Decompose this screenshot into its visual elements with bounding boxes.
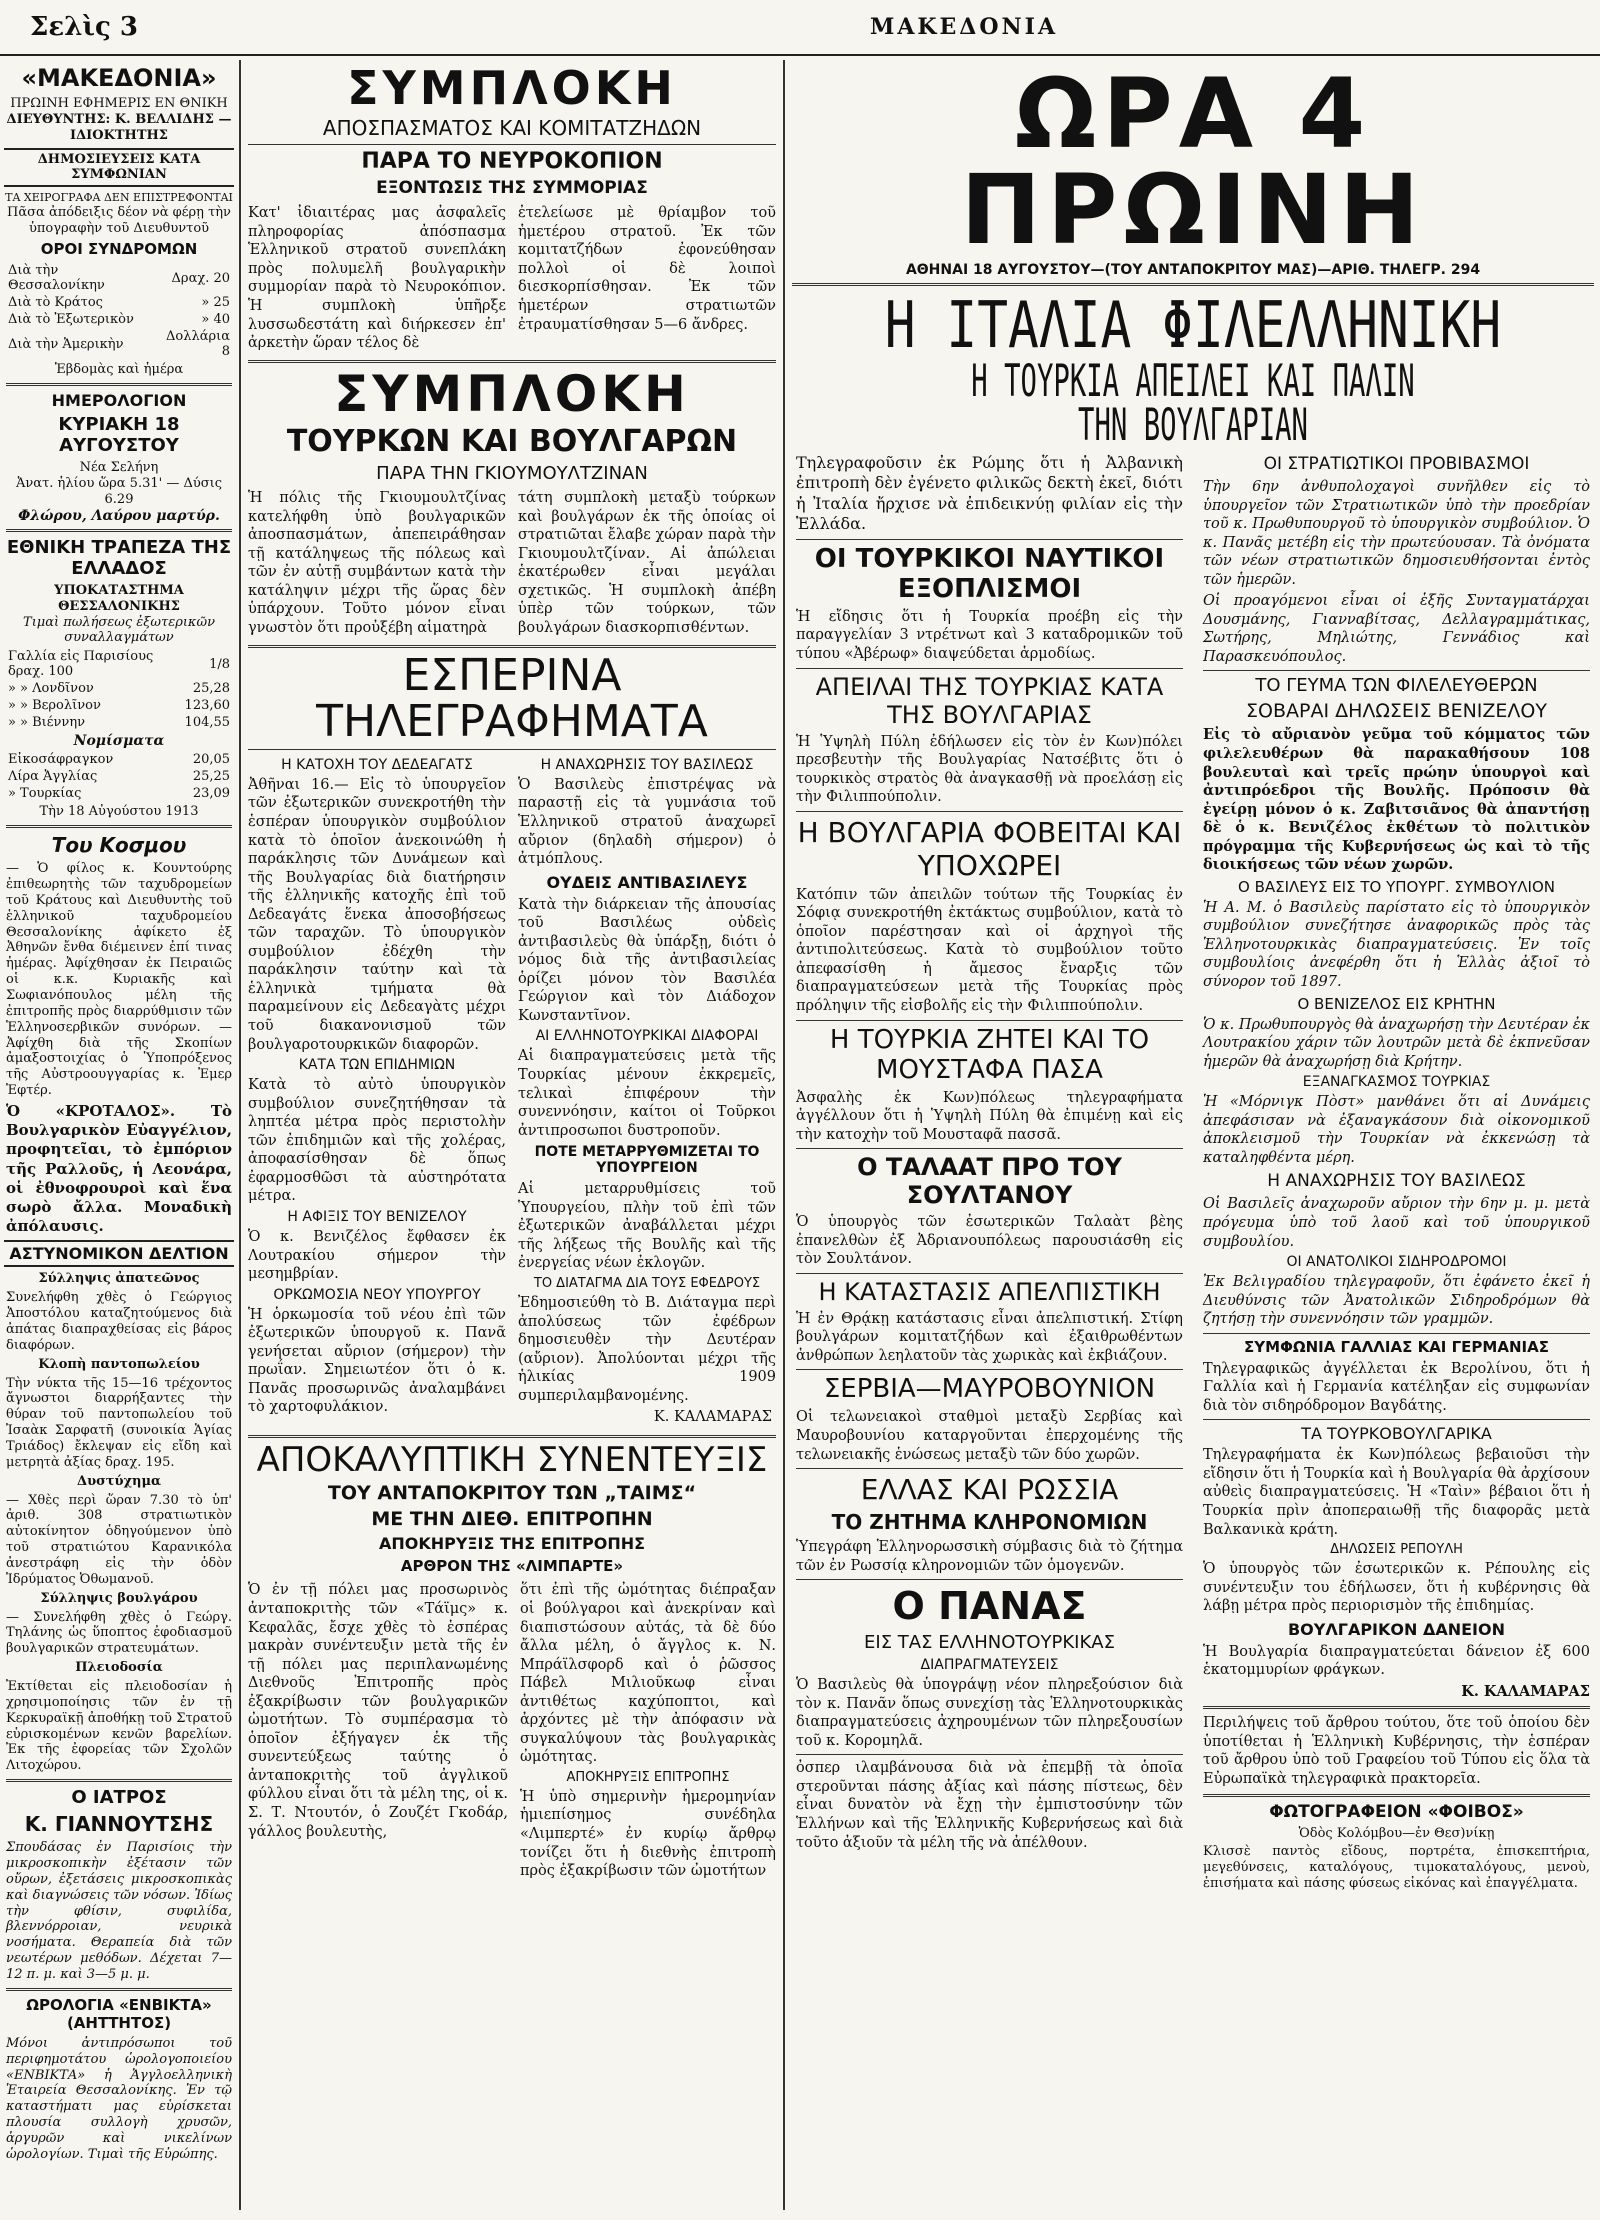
- article-subhead: ΤΟΥ ΑΝΤΑΠΟΚΡΙΤΟΥ ΤΩΝ „ΤΑΙΜΣ“: [327, 1482, 697, 1505]
- signature: Κ. ΚΑΛΑΜΑΡΑΣ: [653, 1409, 772, 1426]
- article-text: Οἱ Βασιλεῖς ἀναχωροῦν αὔριον τὴν 6ην μ. μ. μετὰ πρόγευμα ὑπὸ τοῦ λαοῦ καὶ τοῦ ὑπουργικοῦ συμβουλίου.: [1203, 1196, 1590, 1250]
- telegram-text: Κατὰ τὸ αὐτὸ ὑπουργικὸν συμβούλιον συνεζητήθησαν τὰ ληπτέα μέτρα πρὸς περιστολὴν τῶν ἐπιδημιῶν καὶ τῆς χολέρας, ἀποφασίσθησαν δὲ ὅπως ἐφαρμοσθῶσι τὰ αὐστηρότατα μέτρα.: [248, 1077, 506, 1205]
- weekly-note: Ἑβδομὰς καὶ ἡμέρα: [54, 362, 184, 378]
- rate-row: » » Βιέννην 104,55: [7, 715, 231, 731]
- article-subhead: ΕΙΣ ΤΑΣ ΕΛΛΗΝΟΤΟΥΡΚΙΚΑΣ: [864, 1632, 1115, 1654]
- article-right: [518, 1579, 778, 1882]
- article-headline: Η ΚΑΤΑΣΤΑΣΙΣ ΑΠΕΛΠΙΣΤΙΚΗ: [818, 1277, 1161, 1306]
- article-headline: ΒΟΥΛΓΑΡΙΚΟΝ ΔΑΝΕΙΟΝ: [1287, 1619, 1505, 1639]
- terms-row: Διὰ τὴν Ἀμερικὴν Δολλάρια 8: [7, 329, 231, 360]
- article-headline: ΑΠΟΚΑΛΥΠΤΙΚΗ ΣΥΝΕΝΤΕΥΞΙΣ: [256, 1439, 768, 1480]
- masthead-sub: ΠΡΩΙΝΗ ΕΦΗΜΕΡΙΣ ΕΝ ΘΝΙΚΗ: [10, 96, 228, 111]
- sun-times: Ἀνατ. ἡλίου ὥρα 5.31' — Δύσις 6.29: [16, 476, 222, 507]
- section-headline: ΕΣΠΕΡΙΝΑ ΤΗΛΕΓΡΑΦΗΜΑΤΑ: [316, 649, 708, 747]
- article-text: Ὑπεγράφη Ἑλληνορωσσικὴ σύμβασις διὰ τὸ ζήτημα τῶν ἐν Ρωσσίᾳ κληρονομιῶν τῶν ὁμογενῶν.: [796, 1539, 1183, 1574]
- telegram-text: Αἱ μεταρρυθμίσεις τοῦ Ὑπουργείου, πλὴν τοῦ ἐπὶ τῶν ἐξωτερικῶν ἀναβάλλεται μέχρι τῆς λήξεως τῆς Βουλῆς καὶ τῆς ἐνεργείας νέων ἐκλογῶν.: [518, 1181, 776, 1272]
- article-text: Ὁ ἐν τῇ πόλει μας προσωρινὸς ἀνταποκριτὴς τῶν «Τάϊμς» κ. Κεφαλᾶς, ἔσχε χθὲς τὸ ἑσπέρας μακρὰν συνέντευξιν μετὰ τῆς ἐν τῇ πόλει μας περιπλανωμένης Διεθνοῦς Ἐπιτροπῆς πρὸς ἐξακρίβωσιν τῶν βουλγαρικῶν ὠμοτήτων. Τὸ συμπέρασμα τὸ ὁποῖον ἐξήγαγεν ἐκ τῆς συνεντεύξεως ταύτης ὁ ἀνταποκριτὴς τοῦ ἀγγλικοῦ φύλλου εἶναι ὅτι τὰ μέλη της, οἱ κ. Σ. Τ. Ντουτόν, ὁ Ζουζέτ Γκοδάρ, γάλλος βουλευτὴς,: [248, 1582, 508, 1840]
- article-subhead: ΤΟ ΖΗΤΗΜΑ ΚΛΗΡΟΝΟΜΙΩΝ: [831, 1510, 1148, 1535]
- article-text: Τηλεγραφικῶς ἀγγέλλεται ἐκ Βερολίνου, ὅτι ἡ Γαλλία καὶ ἡ Γερμανία κατέληξαν εἰς συμφωνίαν διὰ τὸν σιδηρόδρομον Βαγδάτης.: [1203, 1360, 1590, 1414]
- article-headline: ΤΟ ΓΕΥΜΑ ΤΩΝ ΦΙΛΕΛΕΥΘΕΡΩΝ: [1255, 675, 1538, 697]
- article-place: ΠΑΡΑ ΤΗΝ ΓΚΙΟΥΜΟΥΛΤΖΙΝΑΝ: [376, 463, 648, 485]
- article-headline: Η ΤΟΥΡΚΙΑ ΖΗΤΕΙ ΚΑΙ ΤΟ ΜΟΥΣΤΑΦΑ ΠΑΣΑ: [829, 1024, 1150, 1085]
- telegram-title: ΚΑΤΑ ΤΩΝ ΕΠΙΔΗΜΙΩΝ: [298, 1057, 456, 1074]
- rate-row: » Τουρκίας 23,09: [7, 786, 231, 802]
- article-text: Ἐκ Βελιγραδίου τηλεγραφοῦν, ὅτι ἐφάνετο ἐκεῖ ἡ Διευθύνσις τῶν Ἀνατολικῶν Σιδηροδρόμων θὰ ζητήσῃ τὴν συνεννόησιν τῶν γραμμῶν.: [1203, 1274, 1590, 1328]
- article-subhead: ΔΗΛΩΣΕΙΣ ΡΕΠΟΥΛΗ: [1330, 1542, 1463, 1558]
- column-rule: [239, 60, 241, 2210]
- article-subhead: ΔΙΑΠΡΑΓΜΑΤΕΥΣΕΙΣ: [920, 1657, 1059, 1674]
- doctor-text: Σπουδάσας ἐν Παρισίοις τὴν μικροσκοπικὴν ἐξέτασιν τῶν οὔρων, ἐξετάσεις μικροσκοπικὰς καὶ διαγνώσεις τῶν νόσων. Ἰδίως τὴν φθίσιν, συφιλίδα, βλεννόρροιαν, νευρικὰ νοσήματα. Θεραπεία διὰ τῶν νεωτέρων μεθόδων. Δέχεται 7—12 π. μ. καὶ 3—5 μ. μ.: [6, 1840, 232, 1983]
- middle-column: [242, 60, 782, 2210]
- rate-row: » » Βερολῖνον 123,60: [7, 698, 231, 714]
- manuscripts-note: ΤΑ ΧΕΙΡΟΓΡΑΦΑ ΔΕΝ ΕΠΙΣΤΡΕΦΟΝΤΑΙ: [5, 191, 233, 205]
- article-subhead: Ο ΒΑΣΙΛΕΥΣ ΕΙΣ ΤΟ ΥΠΟΥΡΓ. ΣΥΜΒΟΥΛΙΟΝ: [1238, 877, 1555, 896]
- police-title: ΑΣΤΥΝΟΜΙΚΟΝ ΔΕΛΤΙΟΝ: [4, 1240, 234, 1267]
- article-text: Ἡ Βουλγαρία διαπραγματεύεται δάνειον ἐξ 600 ἑκατομμυρίων φράγκων.: [1203, 1643, 1590, 1679]
- telegram-title: ΠΟΤΕ ΜΕΤΑΡΡΥΘΜΙΖΕΤΑΙ ΤΟ ΥΠΟΥΡΓΕΙΟΝ: [534, 1144, 760, 1177]
- telegrams-left: [246, 754, 508, 1430]
- subscription-terms: [6, 262, 232, 360]
- terms-title: ΟΡΟΙ ΣΥΝΔΡΟΜΩΝ: [40, 240, 198, 259]
- right-left: [790, 450, 1189, 1895]
- calendar-day: ΚΥΡΙΑΚΗ 18 ΑΥΓΟΥΣΤΟΥ: [58, 414, 180, 457]
- right-column: [786, 60, 1600, 2210]
- right-body: [790, 450, 1596, 1895]
- page-number: Σελὶς 3: [30, 12, 138, 42]
- article-text: Κατ' ἰδιαιτέρας μας ἀσφαλεῖς πληροφορίας ἀπόσπασμα Ἑλληνικοῦ στρατοῦ συνεπλάκη πρὸς πολυμελῆ βουλγαρικὴν συμμορίαν παρὰ τὸ Νευροκόπιον. Ἡ συμπλοκὴ ὑπῆρξε λυσσωδεστάτη καὶ διήρκεσεν ἐπ' ἀρκετὴν ὥραν τέλος δὲ: [248, 205, 506, 352]
- article-headline: ΣΥΜΦΩΝΙΑ ΓΑΛΛΙΑΣ ΚΑΙ ΓΕΡΜΑΝΙΑΣ: [1244, 1337, 1549, 1356]
- article-headline: ΟΙ ΤΟΥΡΚΙΚΟΙ ΝΑΥΤΙΚΟΙ ΕΞΟΠΛΙΣΜΟΙ: [814, 543, 1165, 604]
- article-headline: ΤΑ ΤΟΥΡΚΟΒΟΥΛΓΑΡΙΚΑ: [1301, 1424, 1492, 1444]
- article-subhead: ΑΠΟΚΗΡΥΞΙΣ ΤΗΣ ΕΠΙΤΡΟΠΗΣ: [378, 1534, 646, 1554]
- article-text: Κατόπιν τῶν ἀπειλῶν τούτων τῆς Τουρκίας ἐν Σόφιᾳ συνεκροτήθη ἐκτάκτως συμβούλιον, κατὰ τὸ ὁποῖον παρέστησαν καὶ οἱ ἀρχηγοὶ τῆς ἀντιπολιτεύσεως. Κατὰ τὸ συμβούλιον τοῦτο ἀπεφασίσθη ἡ ἄμεσος ἔναρξις τῶν διαπραγματεύσεων μετὰ τῆς Τουρκίας πρὸς πρόληψιν τῆς εἰσβολῆς εἰς τὴν Φιλιππούπολιν.: [796, 886, 1183, 1014]
- world-text: — Ὁ φίλος κ. Κουντούρης ἐπιθεωρητὴς τῶν ταχυδρομείων τοῦ Κράτους καὶ Διευθυντὴς τοῦ ἑλληνικοῦ ταχυδρομείου Θεσσαλονίκης ἀφίκετο ἐξ Ἀθηνῶν ἔνθα διέμεινεν ἐπί τινας ἡμέρας. Ἀφίχθησαν ἐκ Πειραιῶς οἱ κ.κ. Κυριακῆς καὶ Σωφιανόπουλος μέλη τῆς ἐπιτροπῆς πρὸς διαρρύθμισιν τῶν Ἑλληνοσερβικῶν συνόρων. — Ἀφίχθη διὰ τῆς Σκοπίων ἀμαξοστοιχίας ὁ Ὑποπρόξενος τῆς Αὐστροουγγαρίας κ. Ἐμερ Ἐφτέρ.: [6, 861, 232, 1099]
- subscription-note: Πᾶσα ἀπόδειξις δέον νὰ φέρῃ τὴν ὑπογραφὴν τοῦ Διευθυντοῦ: [7, 204, 231, 236]
- photo-ad-address: Ὁδὸς Κολόμβου—ἐν Θεσ)νίκῃ: [1298, 1825, 1495, 1841]
- article-text: Ἡ ὑπὸ σημερινὴν ἡμερομηνίαν ἡμιεπίσημος συνέδηλα «Λιμπερτέ» ἐν κυρίῳ ἄρθρῳ τονίζει ὅτι ἡ διεθνὴς ἐπιτροπὴ πρὸς ἐξακρίβωσιν τῶν ὠμοτήτων: [520, 1788, 776, 1880]
- world-title: Του Κοσμου: [51, 833, 187, 858]
- article-headline: ΣΕΡΒΙΑ—ΜΑΥΡΟΒΟΥΝΙΟΝ: [823, 1374, 1156, 1405]
- article-body: [246, 202, 778, 354]
- ads-title: ΔΗΜΟΣΙΕΥΣΕΙΣ ΚΑΤΑ ΣΥΜΦΩΝΙΑΝ: [4, 148, 234, 188]
- rate-row: Γαλλία εἰς Παρισίους δραχ. 100 1/8: [7, 649, 231, 680]
- article-subhead: ΕΞΑΝΑΓΚΑΣΜΟΣ ΤΟΥΡΚΙΑΣ: [1302, 1074, 1491, 1091]
- article-text: Ἡ «Μόρνιγκ Πὸστ» μανθάνει ὅτι αἱ Δυνάμεις ἀπεφάσισαν νὰ ἐξαναγκάσουν διὰ οἰκονομικοῦ ἀποκλεισμοῦ τὴν Τουρκίαν νὰ ἐκκενώσῃ τὰ καταληφθέντα μέρη.: [1203, 1094, 1590, 1166]
- article-headline: Η ΒΟΥΛΓΑΡΙΑ ΦΟΒΕΙΤΑΙ ΚΑΙ ΥΠΟΧΩΡΕΙ: [797, 815, 1182, 882]
- article-subhead: ΟΙ ΑΝΑΤΟΛΙΚΟΙ ΣΙΔΗΡΟΔΡΟΜΟΙ: [1286, 1254, 1507, 1271]
- article-body: [246, 487, 778, 639]
- doctor-name: Κ. ΓΙΑΝΝΟΥΤΣΗΣ: [24, 1812, 214, 1837]
- article-text: ὅτι ἐπὶ τῆς ὠμότητας διέπραξαν οἱ βούλγαροι καὶ ἀνεκρίναν καὶ διαπιστώσουν αὐτάς, τὰ δὲ δύο ἄλλα μέλη, ὁ ἄγγλος κ. Ν. Μπράϊλσφορδ καὶ ὁ ῥῶσσος Πάβελ Μιλιοῦκωφ εἶναι ἀντιθέτως καχύποπτοι, καὶ ἀρχόντες μὲ τὴν ἀπόφασιν νὰ συγκαλύψουν τὰς βουλγαρικὰς ὠμότητας.: [520, 1582, 776, 1766]
- article-text: Ἡ πόλις τῆς Γκιουμουλτζίνας κατελήφθη ὑπὸ βουλγαρικῶν ἀποσπασμάτων, ἀπεπειράθησαν τῇ κατάληψεως τῆς πόλεως καὶ τῶν ἐν αὐτῇ συμβάντων κατὰ τὴν κατάληψιν μέχρι τῆς ὥρας δὲν ὑπάρχουν. Τοῦτο μόνον εἶναι γνωστὸν ὅτι προὐξέβη αἱματηρὰ: [248, 490, 506, 636]
- telegram-title: Η ΑΦΙΞΙΣ ΤΟΥ ΒΕΝΙΖΕΛΟΥ: [287, 1208, 467, 1225]
- telegram-text: Κατὰ τὴν διάρκειαν τῆς ἀπουσίας τοῦ Βασιλέως οὐδεὶς ἀντιβασιλεὺς θὰ ὑπάρξῃ, διότι ὁ νόμος διὰ τῆς ἀντιβασιλείας ὁρίζει μόνον τὸν Βασιλέα Γεώργιον καὶ τὸν Διάδοχον Κωνσταντῖνον.: [518, 896, 776, 1024]
- telegram-text: Ὁ Βασιλεὺς ἐπιστρέψας νὰ παραστῇ εἰς τὰ γυμνάσια τοῦ Ἑλληνικοῦ στρατοῦ ἀναχωρεῖ αὔριον (δηλαδὴ σήμερον) ὁ ἀτμόπλους.: [518, 776, 776, 868]
- article-text: Ἡ Α. Μ. ὁ Βασιλεὺς παρίστατο εἰς τὸ ὑπουργικὸν συμβούλιον συνεζήτησε ἀναφορικῶς πρὸς τὰς Ἑλληνοτουρκικὰς διαπραγματεύσεις. Ἐν τοῖς συμβουλίοις ἀνεφέρθη ὅτι ἡ Ἑλλὰς ἀξιοῖ τὸ σύνορον τοῦ 1897.: [1203, 899, 1590, 991]
- article-text: Ὁ Βασιλεὺς θὰ ὑπογράψῃ νέον πληρεξούσιον διὰ τὸν κ. Πανᾶν ὅπως συνεχίσῃ τὰς Ἑλληνοτουρκικὰς διαπραγματεύσεις ἀχηρουμένων τῶν πληρεξουσίων τοῦ κ. Κορομηλᾶ.: [796, 1677, 1183, 1749]
- rate-row: » » Λονδῖνον 25,28: [7, 681, 231, 697]
- right-right: [1197, 450, 1596, 1895]
- article-subhead: ΑΡΘΡΟΝ ΤΗΣ «ΛΙΜΠΑΡΤΕ»: [400, 1557, 624, 1576]
- article-text: Ὁ ὑπουργὸς τῶν ἐσωτερικῶν κ. Ρέπουλης εἰς συνέντευξιν του ἐδήλωσεν, ὅτι ἡ κυβέρνησις θὰ λάβῃ μέτρα πρὸς περιορισμὸν τῆς ἐπιδημίας.: [1203, 1561, 1590, 1615]
- article-text: Ἡ ἐν Θρᾴκῃ κατάστασις εἶναι ἀπελπιστική. Στίφη βουλγάρων κομιτατζήδων καὶ ἐξαιθρωθέντων ἀνθρώπων λεηλατοῦν τὰς χωρικὰς καὶ ἐκβιάζουν.: [796, 1310, 1183, 1364]
- article-headline: ΑΠΕΙΛΑΙ ΤΗΣ ΤΟΥΡΚΙΑΣ ΚΑΤΑ ΤΗΣ ΒΟΥΛΓΑΡΙΑΣ: [815, 672, 1164, 729]
- police-text: — Χθὲς περὶ ὥραν 7.30 τὸ ὑπ' ἀριθ. 308 στρατιωτικὸν αὐτοκίνητον ὁδηγούμενον ὑπὸ τοῦ στρατιώτου Καρανικόλα ἀνεστράφη εἰς τὴν ὁδὸν Ἰδρύματος Ὀθωμανοῦ.: [6, 1492, 232, 1587]
- article-text: Ἡ εἴδησις ὅτι ἡ Τουρκία προέβη εἰς τὴν παραγγελίαν 3 ντρέτνωτ καὶ 3 καταδρομικῶν τοῦ τύπου «Ἀβέρωφ» διαψεύδεται ἁρμοδίως.: [796, 608, 1183, 662]
- article-text: Ὁ ὑπουργὸς τῶν ἐσωτερικῶν Ταλαὰτ βὲης ἐπανελθὼν ἐξ Ἀδριανουπόλεως παρουσιάσθη εἰς τὸν Σουλτάνον.: [796, 1214, 1183, 1268]
- article-text: τάτη συμπλοκὴ μεταξὺ τούρκων καὶ βουλγάρων ἐκ τῆς ὁποίας οἱ στρατιῶται ἔλαβε χώραν παρὰ τὴν Γκιουμουλτζίναν. Αἱ ἀπώλειαι ἑκατέρωθεν εἶναι μεγάλαι σχετικῶς. Ἡ συμπλοκὴ ἀπέβη ὑπὲρ τῶν τούρκων, τῶν βουλγάρων διασκορπισθέντων.: [518, 490, 776, 636]
- article-text: Ἡ Ὑψηλὴ Πύλη ἐδήλωσεν εἰς τὸν ἐν Κων)πόλει πρεσβευτὴν τῆς Βουλγαρίας Νατσέβιτς ὅτι ὁ τουρκικὸς στρατὸς θὰ ἀναγκασθῇ νὰ προελάσῃ εἰς τὴν Φιλιππούπολιν.: [796, 733, 1183, 806]
- rates-date: Τὴν 18 Αὐγούστου 1913: [39, 804, 199, 820]
- left-column: [0, 60, 238, 2210]
- photo-ad-title: ΦΩΤΟΓΡΑΦΕΙΟΝ «ΦΟΙΒΟΣ»: [1269, 1801, 1524, 1822]
- edition-masthead: ΩΡΑ 4 ΠΡΩΙΝΗ: [960, 60, 1426, 266]
- moon-phase: Νέα Σελήνη: [79, 460, 159, 476]
- article-text: Ὁ κ. Πρωθυπουργὸς θὰ ἀναχωρήσῃ τὴν Δευτέραν ἐκ Λουτρακίου χάριν τῶν λουτρῶν μετὰ δὲ ἐκπνεῦσαν ἡμερῶν θὰ ἀναχωρήσῃ διὰ Κρήτην.: [1203, 1016, 1590, 1070]
- signature: Κ. ΚΑΛΑΜΑΡΑΣ: [1461, 1682, 1590, 1700]
- article-headline: ΟΙ ΣΤΡΑΤΙΩΤΙΚΟΙ ΠΡΟΒΙΒΑΣΜΟΙ: [1263, 454, 1530, 474]
- saints-day: Φλώρου, Λαύρου μαρτύρ.: [18, 507, 220, 524]
- terms-row: Διὰ τὸ Ἐξωτερικὸν » 40: [7, 312, 231, 328]
- watch-text: Μόνοι ἀντιπρόσωποι τοῦ περιφημοτάτου ὡρολογοποιείου «ΕΝΒΙΚΤΑ» ἡ Ἀγγλοελληνικὴ Ἑταιρεία Θεσσαλονίκης. Ἐν τῷ καταστήματι μας εὑρίσκεται πλουσία συλλογὴ χρυσῶν, ἀργυρῶν καὶ νικελίνων ὡρολογίων. Τιμαὶ τῆς Εὐρώπης.: [6, 2035, 232, 2162]
- telegrams-right: [516, 754, 778, 1430]
- article-subhead: ΑΠΟΚΗΡΥΞΙΣ ΕΠΙΤΡΟΠΗΣ: [566, 1769, 730, 1785]
- dateline: ΑΘΗΝΑΙ 18 ΑΥΓΟΥΣΤΟΥ—(ΤΟΥ ΑΝΤΑΠΟΚΡΙΤΟΥ ΜΑΣ)—ΑΡΙΘ. ΤΗΛΕΓΡ. 294: [905, 262, 1481, 278]
- telegrams: [246, 754, 778, 1430]
- krotalos-ad: Ὁ «ΚΡΟΤΑΛΟΣ». Τὸ Βουλγαρικὸν Εὐαγγέλιον, προφητεῖαι, τὸ ἐμπόριον τῆς Ραλλοῦς, ἡ Λεονάρα, οἱ ἐθνοφρουροὶ καὶ ἕνα σωρὸ ἄλλα. Μοναδικὴ ἀπόλαυσις.: [6, 1102, 232, 1236]
- telegram-text: Ἀθῆναι 16.— Εἰς τὸ ὑπουργεῖον τῶν ἐξωτερικῶν συνεκροτήθη τὴν ἑσπέραν ὑπουργικὸν συμβούλιον κατὰ τὸ ὁποῖον ἀνεκοινώθη ἡ παράκλησις τῶν Δυνάμεων καὶ τῆς Βουλγαρίας διὰ διατήρησιν τῆς ἑλληνικῆς κατοχῆς ἐπὶ τοῦ Δεδεαγάτς ἕνεκα ἀποσοβήσεως τῶν ταραχῶν. Τὸ ὑπουργικὸν συμβούλιον ἐδέχθη τὴν παράκλησιν ταύτην καὶ τὰ ἑλληνικὰ τμήματα θὰ παραμείνουν εἰς Δεδεαγὰτς μέχρι τοῦ διακανονισμοῦ τῶν βουλγαροτουρκικῶν διαφορῶν.: [248, 776, 506, 1053]
- article-text: ἐτελείωσε μὲ θρίαμβον τοῦ ἡμετέρου στρατοῦ. Ἐκ τῶν κομιτατζήδων ἐφονεύθησαν πολλοὶ οἱ δὲ λοιποὶ διεσκορπίσθησαν. Ἐκ τῶν ἡμετέρων στρατιωτῶν ἐτραυματίσθησαν 5—6 ἄνδρες.: [518, 205, 776, 333]
- director: ΔΙΕΥΘΥΝΤΗΣ: Κ. ΒΕΛΛΙΔΗΣ — ΙΔΙΟΚΤΗΤΗΣ: [6, 111, 232, 143]
- article-text: Τὴν 6ην ἀνθυπολοχαγοὶ συνῆλθεν εἰς τὸ ὑπουργεῖον τῶν Στρατιωτικῶν ὑπὸ τὴν προεδρίαν τοῦ κ. Πρωθυπουργοῦ τὸ ὑπουργικὸν συμβούλιον. Ὁ κ. Πανᾶς μετέβη εἰς τὴν πρωτεύουσαν. Τὰ ὀνόματα τῶν νέων στρατιωτικῶν δημοσιευθήσονται ἐντὸς τῶν ἡμερῶν.: [1203, 479, 1590, 588]
- calendar-title: ΗΜΕΡΟΛΟΓΙΟΝ: [51, 391, 187, 411]
- telegram-title: ΤΟ ΔΙΑΤΑΓΜΑ ΔΙΑ ΤΟΥΣ ΕΦΕΔΡΟΥΣ: [533, 1275, 761, 1291]
- telegram-title: ΑΙ ΕΛΛΗΝΟΤΟΥΡΚΙΚΑΙ ΔΙΑΦΟΡΑΙ: [535, 1028, 759, 1045]
- masthead: «ΜΑΚΕΔΟΝΙΑ»: [21, 64, 217, 92]
- article-place: ΠΑΡΑ ΤΟ ΝΕΥΡΟΚΟΠΙΟΝ: [361, 149, 663, 175]
- article-text: Οἱ τελωνειακοὶ σταθμοὶ μεταξὺ Σερβίας καὶ Μαυροβουνίου καταργοῦνται ἐπερχομένης τῆς τελωνειακῆς ἑνώσεως μεταξὺ τῶν δύο χωρῶν.: [796, 1409, 1183, 1463]
- article-headline: Ο ΠΑΝΑΣ: [892, 1584, 1087, 1629]
- telegram-title: Η ΑΝΑΧΩΡΗΣΙΣ ΤΟΥ ΒΑΣΙΛΕΩΣ: [540, 756, 754, 773]
- telegram-title: Η ΚΑΤΟΧΗ ΤΟΥ ΔΕΔΕΑΓΑΤΣ: [281, 756, 473, 773]
- telegram-text: Ἐδημοσιεύθη τὸ Β. Διάταγμα περὶ ἀπολύσεως τῶν ἐφέδρων δημοσιευθὲν τὴν Δευτέραν (αὔριον). Ἀπολύονται μέχρι τῆς ἡλικίας 1909 συμπεριλαμβανομένης.: [518, 1294, 776, 1404]
- bank-branch: ΥΠΟΚΑΤΑΣΤΗΜΑ ΘΕΣΣΑΛΟΝΙΚΗΣ: [54, 582, 184, 614]
- coins-title: Νομίσματα: [73, 733, 165, 750]
- police-sub: Σύλληψις βουλγάρου: [40, 1590, 198, 1606]
- article-headline: ΣΥΜΠΛΟΚΗ: [334, 364, 690, 423]
- article-subhead: Ο ΒΕΝΙΖΕΛΟΣ ΕΙΣ ΚΡΗΤΗΝ: [1297, 994, 1496, 1013]
- police-text: Ἐκτίθεται εἰς πλειοδοσίαν ἡ χρησιμοποίησις τῶν ἐν τῇ Κερκυραϊκῇ ἀποθήκῃ τοῦ Στρατοῦ εὑρισκομένων κενῶν βαρελίων. Ἐκ τῆς ἐφορείας τῶν Σχολῶν Λιτοχώρου.: [6, 1678, 232, 1774]
- article-text: Εἰς τὸ αὔριανὸν γεῦμα τοῦ κόμματος τῶν φιλελευθέρων θὰ παρακαθήσουν 108 βουλευταὶ καὶ τρεῖς πρώην ὑπουργοὶ καὶ ἀντιπρόεδροι τῆς Βουλῆς. Πρόποσιν θὰ ἐγείρῃ μόνον ὁ κ. Ζαβιτσιᾶνος θὰ ἀπαντήσῃ δὲ ὁ κ. Βενιζέλος ἐκθέτων τὸ πολιτικὸν πρόγραμμα τῆς Κυβερνήσεως ὡς καὶ τὸ τῆς διοικήσεως τῶν νέων χωρῶν.: [1203, 726, 1590, 874]
- article-headline: ΕΛΛΑΣ ΚΑΙ ΡΩΣΣΙΑ: [860, 1473, 1119, 1507]
- coin-rates: [6, 751, 232, 802]
- bank-title: ΕΘΝΙΚΗ ΤΡΑΠΕΖΑ ΤΗΣ ΕΛΛΑΔΟΣ: [6, 536, 232, 579]
- rate-row: Εἰκοσάφραγκον 20,05: [7, 752, 231, 768]
- police-sub: Σύλληψις ἀπατεῶνος: [38, 1271, 200, 1287]
- article-text: Τηλεγραφήματα ἐκ Κων)πόλεως βεβαιοῦσι τὴν εἴδησιν ὅτι ἡ Τουρκία καὶ ἡ Βουλγαρία θὰ ἀρχίσουν αὐθεὶς διαπραγματεύσεις. Ἡ «Ταὶν» βέβαιοι ὅτι ἡ Τουρκία πρὶν ἀποπεραιωθῇ τῆς διαφορᾶς μετὰ Βαλκανικὰ κράτη.: [1203, 1447, 1590, 1538]
- telegram-text: Αἱ διαπραγματεύσεις μετὰ τῆς Τουρκίας μένουν ἐκκρεμεῖς, τελικαὶ ἐπιφέρουν τὴν συνεννόησιν, καίτοι οἱ Τοῦρκοι ἀντιπροσωποι δυστροποῦν.: [518, 1048, 776, 1139]
- bank-sub: Τιμαὶ πωλήσεως ἐξωτερικῶν συναλλαγμάτων: [23, 614, 215, 646]
- article-kicker: ΕΞΟΝΤΩΣΙΣ ΤΗΣ ΣΥΜΜΟΡΙΑΣ: [376, 178, 648, 199]
- paper-name: ΜΑΚΕΔΟΝΙΑ: [870, 14, 1059, 40]
- terms-row: Διὰ τὸ Κράτος » 25: [7, 295, 231, 311]
- article-subhead: ΣΟΒΑΡΑΙ ΔΗΛΩΣΕΙΣ ΒΕΝΙΖΕΛΟΥ: [1246, 700, 1547, 723]
- police-text: — Συνελήφθη χθὲς ὁ Γεώργ. Τηλάνης ὡς ὕποπτος ἐφοδιασμοῦ βουλγαρικῶν στρατευμάτων.: [6, 1609, 232, 1657]
- police-sub: Κλοπὴ παντοπωλείου: [38, 1356, 200, 1372]
- photo-ad-text: Κλισσὲ παντὸς εἴδους, πορτρέτα, ἐπισκεπτήρια, μεγεθύνσεις, καταλόγους, τιμοκαταλόγους, μενοὺ, ἐπισήματα καὶ πάσης φύσεως εἰκόνας καὶ ἐπαγγέλματα.: [1203, 1844, 1590, 1892]
- telegram-text: Ἡ ὁρκωμοσία τοῦ νέου ἐπὶ τῶν ἐξωτερικῶν ὑπουργοῦ κ. Πανᾶ γενήσεται αὔριον (σήμερον) τὴν πρωΐαν. Σημειωτέον ὅτι ὁ κ. Πανᾶς προσωρινῶς ἀναλαμβάνει τὸ χαρτοφυλάκιον.: [248, 1306, 506, 1416]
- article-subhead: ΑΠΟΣΠΑΣΜΑΤΟΣ ΚΑΙ ΚΟΜΙΤΑΤΖΗΔΩΝ: [322, 116, 702, 141]
- page-header: [0, 0, 1600, 56]
- article-body: [246, 1579, 778, 1882]
- police-text: Τὴν νύκτα τῆς 15—16 τρέχοντος ἄγνωστοι διαρρήξαντες τὴν θύραν τοῦ παντοπωλείου τοῦ Ἰσαὰκ Σαρφατῆ (συνοικία Ἁγίας Τριάδος) ἔκλεψαν εἰς εἴδη καὶ μετρητὰ ἀξίας δραχ. 195.: [6, 1375, 232, 1470]
- police-text: Συνελήφθη χθὲς ὁ Γεώργιος Ἀποστόλου καταζητούμενος διὰ ἀπάτας διαπραχθείσας εἰς βάρος διαφόρων.: [6, 1290, 232, 1353]
- rate-row: Λίρα Ἀγγλίας 25,25: [7, 769, 231, 785]
- article-subhead: Η ΑΝΑΧΩΡΗΣΙΣ ΤΟΥ ΒΑΣΙΛΕΩΣ: [1267, 1171, 1526, 1192]
- terms-row: Διὰ τὴν Θεσσαλονίκην Δραχ. 20: [7, 263, 231, 294]
- article-subhead: ΜΕ ΤΗΝ ΔΙΕΘ. ΕΠΙΤΡΟΠΗΝ: [371, 1508, 653, 1531]
- exchange-rates: [6, 648, 232, 731]
- article-text: ὀσπερ ιλαμβάνουσα διὰ νὰ ἐπεμβῇ τὰ ὁποῖα στεροῦνται πάσης ἀξίας καὶ πάσης πίστεως, δὲν εἶναι δυνατὸν νὰ ἔχῃ τὴν ἐμπιστοσύνην τῶν Ἑλλήνων καὶ τῆς Ἑλληνικῆς Κυβερνήσεως καὶ διὰ τοῦτο ἀξιοῦν τὰ μέλη τῆς νὰ ἀπέλθουν.: [796, 1760, 1183, 1851]
- column-rule: [783, 60, 785, 2210]
- main-headline: Η ΙΤΑΛΙΑ ΦΙΛΕΛΛΗΝΙΚΗ: [884, 289, 1502, 363]
- article-text: Οἱ προαγόμενοι εἶναι οἱ ἑξῆς Συνταγματάρχαι Δουσμάνης, Γιανναβίτσας, Δελλαγραμμάτικας, Σωτήρης, Μηλιώτης, Γεννάδιος καὶ Παρασκευόπουλος.: [1203, 593, 1590, 665]
- article-text: Τηλεγραφοῦσιν ἐκ Ρώμης ὅτι ἡ Ἀλβανικὴ ἐπιτροπὴ δὲν ἐγένετο φιλικῶς δεκτὴ ἐκεῖ, διότι ἡ Ἰταλία ἤρχισε νὰ ἐπιδεικνύῃ φιλίαν εἰς τὴν Ἑλλάδα.: [796, 453, 1183, 534]
- article-headline: ΣΥΜΠΛΟΚΗ: [347, 61, 677, 115]
- telegram-title: ΟΡΚΩΜΟΣΙΑ ΝΕΟΥ ΥΠΟΥΡΓΟΥ: [273, 1286, 481, 1303]
- doctor-title: Ο ΙΑΤΡΟΣ: [71, 1787, 167, 1809]
- article-text: Ἀσφαλὴς ἐκ Κων)πόλεως τηλεγραφήματα ἀγγέλλουν ὅτι ἡ Ὑψηλὴ Πύλη θὰ ἐπιμένῃ καὶ εἰς τὴν κατοχὴν τοῦ Μουσταφᾶ πασσᾶ.: [796, 1089, 1183, 1143]
- telegram-title: ΟΥΔΕΙΣ ΑΝΤΙΒΑΣΙΛΕΥΣ: [546, 872, 748, 892]
- article-subhead: ΤΟΥΡΚΩΝ ΚΑΙ ΒΟΥΛΓΑΡΩΝ: [286, 424, 738, 460]
- watch-title: ΩΡΟΛΟΓΙΑ «ΕΝΒΙΚΤΑ» (ΑΗΤΤΗΤΟΣ): [26, 1995, 212, 2032]
- telegram-text: Ὁ κ. Βενιζέλος ἔφθασεν ἐκ Λουτρακίου σήμερον τὴν μεσημβρίαν.: [248, 1228, 506, 1283]
- article-headline: Ο ΤΑΛΑΑΤ ΠΡΟ ΤΟΥ ΣΟΥΛΤΑΝΟΥ: [857, 1153, 1122, 1210]
- article-text: Περιλήψεις τοῦ ἄρθρου τούτου, ὅτε τοῦ ὁποίου δὲν ὑποτίθεται ἡ Ἑλληνικὴ Κυβέρνησις, τὴν ἑσπέραν τοῦ ἄρθρου ὑπὸ τοῦ Γραφείου τοῦ Τύπου εἰς ὅλα τὰ Εὐρωπαϊκὰ τηλεγραφικὰ πρακτορεῖα.: [1203, 1715, 1590, 1787]
- police-sub: Δυστύχημα: [77, 1473, 161, 1489]
- main-subheadline: Η ΤΟΥΡΚΙΑ ΑΠΕΙΛΕΙ ΚΑΙ ΠΑΛΙΝ ΤΗΝ ΒΟΥΛΓΑΡΙΑΝ: [971, 356, 1415, 451]
- police-sub: Πλειοδοσία: [75, 1660, 163, 1676]
